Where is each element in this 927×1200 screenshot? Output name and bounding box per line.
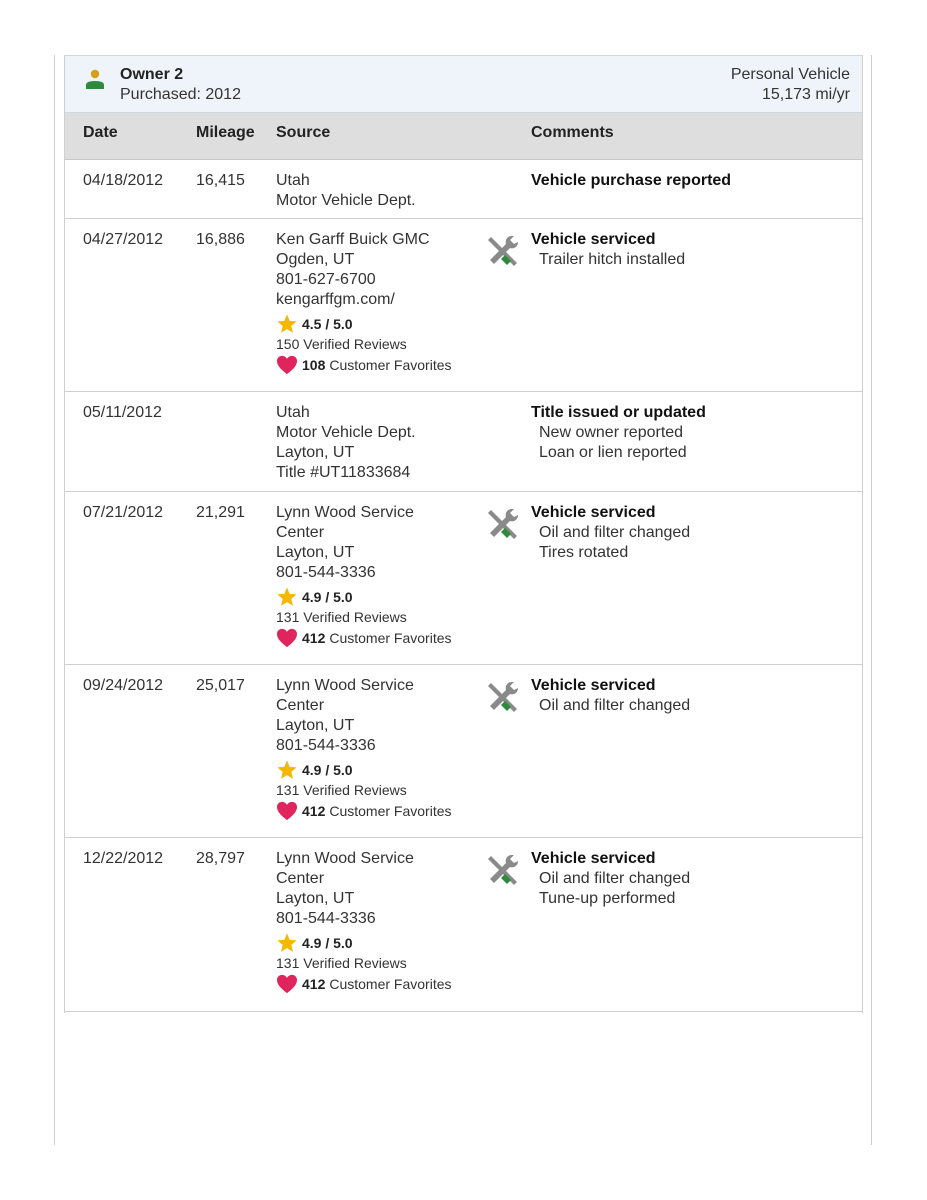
- star-icon: [276, 932, 298, 954]
- record-source: [276, 403, 481, 483]
- record-date: 04/18/2012: [83, 172, 164, 189]
- source-line: kengarffgm.com/: [276, 291, 395, 308]
- owner-header: [65, 55, 862, 113]
- record-source: [276, 230, 481, 376]
- star-icon: [276, 759, 298, 781]
- source-line: Ogden, UT: [276, 251, 355, 268]
- favorites-count: 108: [302, 357, 326, 373]
- heart-icon: [276, 801, 298, 821]
- record-date: 04/27/2012: [83, 231, 164, 248]
- record-comments: [531, 503, 851, 563]
- source-line: Layton, UT: [276, 444, 355, 461]
- column-header-mileage: Mileage: [196, 124, 255, 141]
- history-row: [65, 160, 862, 219]
- record-date: 07/21/2012: [83, 504, 164, 521]
- column-header-date: Date: [83, 124, 118, 141]
- history-row: [65, 392, 862, 492]
- comment-title: Vehicle serviced: [531, 231, 656, 248]
- source-line: 801-544-3336: [276, 737, 376, 754]
- source-line: Lynn Wood Service: [276, 850, 414, 867]
- dealer-rating: [276, 586, 481, 608]
- source-line: Center: [276, 870, 325, 887]
- history-row: [65, 838, 862, 1012]
- verified-reviews: 150 Verified Reviews: [276, 336, 407, 352]
- favorites-label: Customer Favorites: [329, 357, 452, 373]
- comment-detail: Oil and filter changed: [539, 697, 691, 714]
- column-header-row: [65, 113, 862, 160]
- record-mileage: 21,291: [196, 504, 245, 521]
- record-mileage: 16,886: [196, 231, 245, 248]
- source-line: 801-627-6700: [276, 271, 376, 288]
- source-line: Title #UT11833684: [276, 464, 411, 481]
- star-icon: [276, 313, 298, 335]
- comment-detail: Tune-up performed: [539, 890, 676, 907]
- verified-reviews: 131 Verified Reviews: [276, 955, 407, 971]
- dealer-rating: [276, 313, 481, 335]
- rating-value: 4.9 / 5.0: [302, 589, 353, 605]
- record-source: [276, 676, 481, 822]
- favorites-label: Customer Favorites: [329, 630, 452, 646]
- service-wrench-icon: [485, 852, 521, 888]
- record-date: 09/24/2012: [83, 677, 164, 694]
- comment-detail: Trailer hitch installed: [539, 251, 686, 268]
- source-line: 801-544-3336: [276, 564, 376, 581]
- page-left-border: [54, 55, 55, 1145]
- history-records: [65, 160, 862, 1012]
- customer-favorites: [276, 800, 481, 822]
- source-line: Utah: [276, 172, 310, 189]
- dealer-rating: [276, 932, 481, 954]
- service-wrench-icon: [485, 506, 521, 542]
- source-line: 801-544-3336: [276, 910, 376, 927]
- heart-icon: [276, 628, 298, 648]
- customer-favorites: [276, 354, 481, 376]
- source-line: Layton, UT: [276, 717, 355, 734]
- favorites-count: 412: [302, 630, 326, 646]
- record-source: [276, 849, 481, 995]
- person-icon: [85, 68, 105, 90]
- service-wrench-icon: [485, 679, 521, 715]
- record-comments: [531, 171, 851, 191]
- source-line: Motor Vehicle Dept.: [276, 424, 416, 441]
- verified-reviews: 131 Verified Reviews: [276, 782, 407, 798]
- record-comments: [531, 849, 851, 909]
- source-line: Ken Garff Buick GMC: [276, 231, 430, 248]
- comment-title: Vehicle serviced: [531, 677, 656, 694]
- comment-detail: Loan or lien reported: [539, 444, 687, 461]
- comment-detail: Oil and filter changed: [539, 524, 691, 541]
- comment-detail: Oil and filter changed: [539, 870, 691, 887]
- owner-history-card: [64, 55, 863, 1013]
- history-row: [65, 665, 862, 838]
- record-source: [276, 503, 481, 649]
- customer-favorites: [276, 973, 481, 995]
- record-date: 12/22/2012: [83, 850, 164, 867]
- owner-name: Owner 2: [120, 66, 184, 83]
- source-line: Lynn Wood Service: [276, 677, 414, 694]
- rating-value: 4.9 / 5.0: [302, 935, 353, 951]
- favorites-label: Customer Favorites: [329, 976, 452, 992]
- record-mileage: 16,415: [196, 172, 245, 189]
- comment-title: Title issued or updated: [531, 404, 706, 421]
- record-comments: [531, 230, 851, 270]
- owner-purchased-year: Purchased: 2012: [120, 86, 241, 103]
- record-mileage: 28,797: [196, 850, 245, 867]
- comment-detail: New owner reported: [539, 424, 684, 441]
- column-header-source: Source: [276, 124, 331, 141]
- comment-title: Vehicle serviced: [531, 504, 656, 521]
- comment-detail: Tires rotated: [539, 544, 629, 561]
- page-right-border: [871, 55, 872, 1145]
- service-wrench-icon: [485, 233, 521, 269]
- heart-icon: [276, 355, 298, 375]
- source-line: Layton, UT: [276, 890, 355, 907]
- owner-vehicle-usage: Personal Vehicle: [730, 66, 850, 83]
- history-row: [65, 492, 862, 665]
- star-icon: [276, 586, 298, 608]
- source-line: Utah: [276, 404, 310, 421]
- rating-value: 4.9 / 5.0: [302, 762, 353, 778]
- favorites-label: Customer Favorites: [329, 803, 452, 819]
- favorites-count: 412: [302, 976, 326, 992]
- heart-icon: [276, 974, 298, 994]
- comment-title: Vehicle purchase reported: [531, 172, 732, 189]
- verified-reviews: 131 Verified Reviews: [276, 609, 407, 625]
- owner-miles-per-year: 15,173 mi/yr: [761, 86, 850, 103]
- record-source: [276, 171, 481, 211]
- column-header-comments: Comments: [531, 124, 614, 141]
- source-line: Lynn Wood Service: [276, 504, 414, 521]
- record-mileage: 25,017: [196, 677, 245, 694]
- record-comments: [531, 403, 851, 463]
- source-line: Motor Vehicle Dept.: [276, 192, 416, 209]
- comment-title: Vehicle serviced: [531, 850, 656, 867]
- favorites-count: 412: [302, 803, 326, 819]
- rating-value: 4.5 / 5.0: [302, 316, 353, 332]
- customer-favorites: [276, 627, 481, 649]
- record-date: 05/11/2012: [83, 404, 162, 421]
- record-comments: [531, 676, 851, 716]
- source-line: Center: [276, 697, 325, 714]
- dealer-rating: [276, 759, 481, 781]
- source-line: Layton, UT: [276, 544, 355, 561]
- source-line: Center: [276, 524, 325, 541]
- history-row: [65, 219, 862, 392]
